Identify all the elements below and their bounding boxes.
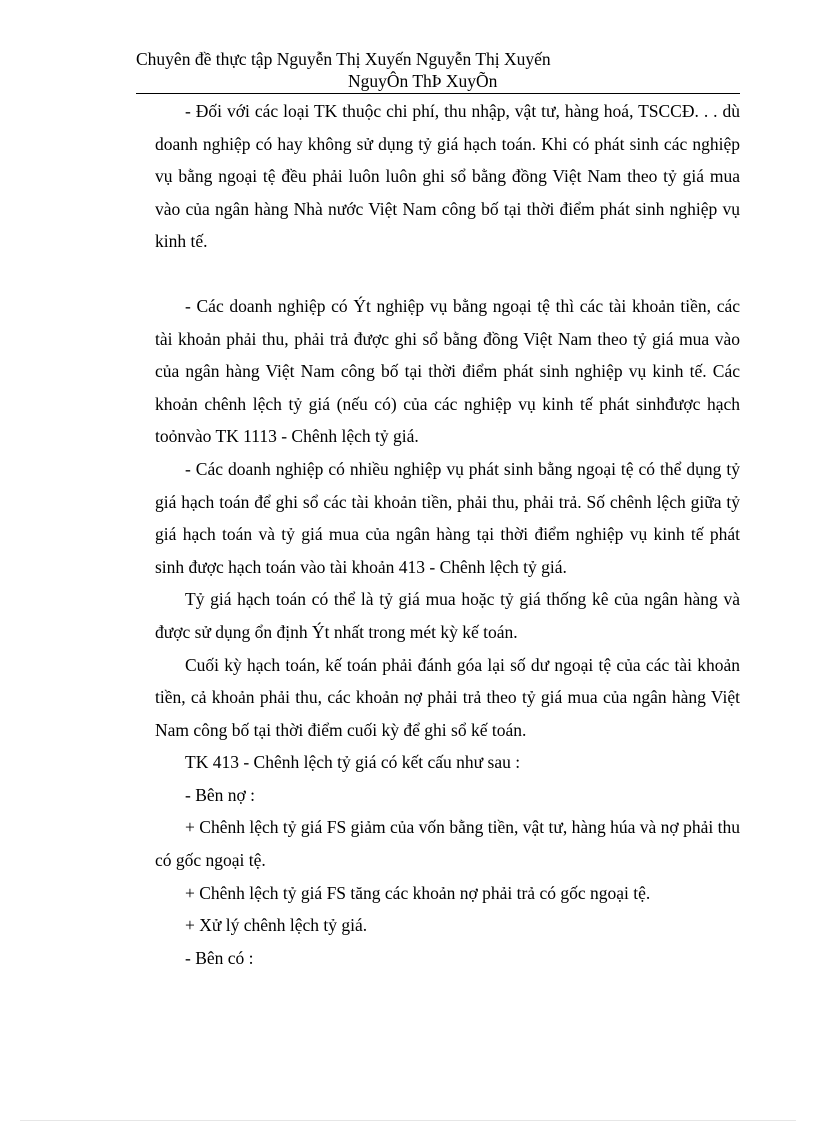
paragraph-debit-item-1: + Chênh lệch tỷ giá FS giảm của vốn bằng tiền, vật tư, hàng húa và nợ phải thu có gốc ngoại tệ. [155,817,740,871]
page-bottom-border [20,1120,796,1121]
paragraph-debit-item-2: + Chênh lệch tỷ giá FS tăng các khoản nợ phải trả có gốc ngoại tệ. [185,882,651,903]
paragraph-period-end: Cuối kỳ hạch toán, kế toán phải đánh góa lại số dư ngoại tệ của các tài khoản tiền, cả khoản phải thu, các khoản nợ phải trả theo tỷ giá mua của ngân hàng Việt Nam công bố tại thời điểm cuối kỳ để ghi sổ kế toán. [155,654,740,740]
paragraph-foreign-currency-accounts: - Đối với các loại TK thuộc chi phí, thu nhập, vật tư, hàng hoá, TSCCĐ. . . dù doanh nghiệp có hay không sử dụng tỷ giá hạch toán. Khi có phát sinh các nghiệp vụ bằng ngoại tệ đều phải luôn luôn ghi sổ bằng đồng Việt Nam theo tỷ giá mua vào của ngân hàng Nhà nước Việt Nam công bố tại thời điểm phát sinh nghiệp vụ kinh tế. [155,101,740,252]
paragraph-debit-item-3: + Xử lý chênh lệch tỷ giá. [185,915,368,936]
paragraph-tk413-structure: TK 413 - Chênh lệch tỷ giá có kết cấu như sau : [185,752,521,773]
paragraph-accounting-rate: Tỷ giá hạch toán có thể là tỷ giá mua hoặc tỷ giá thống kê của ngân hàng và được sử dụng ổn định Ýt nhất trong mét kỳ kế toán. [155,589,740,642]
header-rule [136,93,740,94]
header-line-2: NguyÔn ThÞ XuyÕn [348,71,498,91]
header-line-1: Chuyên đề thực tập Nguyễn Thị Xuyến Nguyễn Thị Xuyến [136,49,551,69]
document-body [155,95,740,974]
paragraph-debit-side: - Bên nợ : [185,784,256,805]
paragraph-many-transactions: - Các doanh nghiệp có nhiều nghiệp vụ phát sinh bằng ngoại tệ có thể dụng tỷ giá hạch toán để ghi sổ các tài khoản tiền, phải thu, phải trả. Số chênh lệch giữa tỷ giá hạch toán và tỷ giá mua của ngân hàng tại thời điểm nghiệp vụ kinh tế phát sinh được hạch toán vào tài khoản 413 - Chênh lệch tỷ giá. [155,458,740,577]
paragraph-credit-side: - Bên có : [185,947,254,968]
page-header [136,48,746,92]
paragraph-few-transactions: - Các doanh nghiệp có Ýt nghiệp vụ bằng ngoại tệ thì các tài khoản tiền, các tài khoản phải thu, phải trả được ghi sổ bằng đồng Việt Nam theo tỷ giá mua vào của ngân hàng Việt Nam công bố tại thời điểm phát sinh nghiệp vụ kinh tế. Các khoản chênh lệch tỷ giá (nếu có) của các nghiệp vụ kinh tế phát sinhđược hạch toỏnvào TK 1113 - Chênh lệch tỷ giá. [155,295,740,447]
